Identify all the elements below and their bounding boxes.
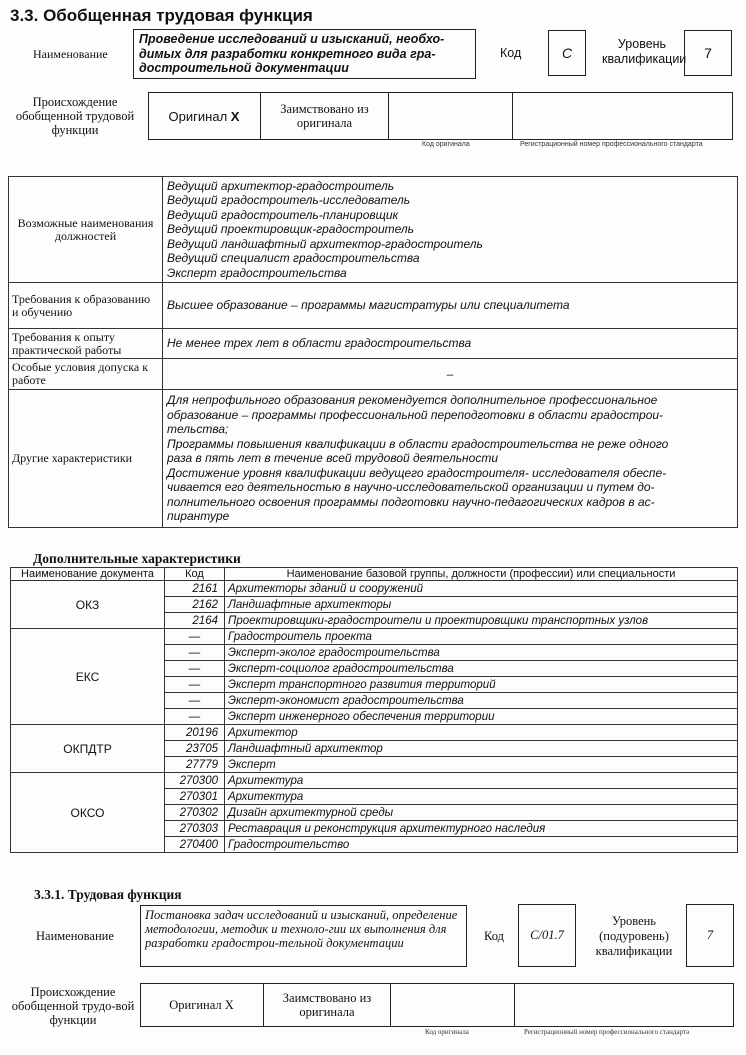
other-row [9, 390, 738, 528]
list-item: Ведущий проектировщик-градостроитель [167, 222, 414, 237]
original-mark: X [230, 108, 240, 124]
code-cell: 23705 [165, 741, 225, 757]
list-item: Ведущий архитектор-градостроитель [167, 178, 395, 193]
code-cell: 27779 [165, 757, 225, 773]
name-cell: Эксперт-экономист градостроительства [225, 693, 738, 709]
table-row [11, 773, 738, 789]
sub-level-label: Уровень (подуровень) квалификации [595, 914, 673, 958]
table-row [11, 725, 738, 741]
text-line: Для непрофильного образования рекомендуется дополнительное профессиональное [167, 393, 658, 408]
name-cell: Архитекторы зданий и сооружений [225, 581, 738, 597]
positions-label: Возможные наименования должностей [9, 177, 163, 283]
code-cell: 2161 [165, 581, 225, 597]
subsection-title: 3.3.1. Трудовая функция [34, 887, 182, 902]
doc-okso: ОКСО [11, 773, 165, 853]
name-cell: Эксперт инженерного обеспечения территории [225, 709, 738, 725]
sub-name-value: Постановка задач исследований и изысканий, определение методологии, методик и техноло-гии их выполнения для разработки градострои-тельной документации [140, 905, 467, 967]
code-cell: 270301 [165, 789, 225, 805]
text-line: Программы повышения квалификации в области градостроительства не реже одного [167, 436, 669, 451]
sub-level-value: 7 [686, 904, 734, 967]
level-value: 7 [684, 30, 732, 76]
conditions-value: – [163, 359, 738, 390]
sub-name-label: Наименование [36, 929, 114, 943]
text-line: тельства; [167, 422, 229, 437]
other-label: Другие характеристики [9, 390, 163, 528]
name-cell: Эксперт-социолог градостроительства [225, 661, 738, 677]
education-value: Высшее образование – программы магистратуры или специалитета [163, 283, 738, 329]
name-cell: Эксперт-эколог градостроительства [225, 645, 738, 661]
code-cell: 270303 [165, 821, 225, 837]
sub-original-mark: X [224, 997, 234, 1012]
code-cell: — [165, 677, 225, 693]
code-cell: 2162 [165, 597, 225, 613]
header-code: Код [165, 568, 225, 581]
sub-code-value: C/01.7 [518, 904, 576, 967]
code-value: C [548, 30, 586, 76]
experience-value: Не менее трех лет в области градостроительства [163, 329, 738, 359]
text-line: Достижение уровня квалификации ведущего градостроителя- исследователя обеспе- [167, 465, 667, 480]
code-cell: 20196 [165, 725, 225, 741]
code-cell: 270400 [165, 837, 225, 853]
origin-label: Происхождение обобщенной трудовой функции [15, 95, 135, 137]
list-item: Ведущий ландшафтный архитектор-градостроитель [167, 236, 483, 251]
positions-row [9, 177, 738, 283]
sub-origin-code-cell [391, 983, 515, 1027]
level-label: Уровень квалификации [602, 37, 687, 66]
additional-table [10, 567, 738, 853]
origin-code-caption: Код оригинала [422, 141, 470, 148]
code-cell: — [165, 709, 225, 725]
name-cell: Эксперт транспортного развития территорий [225, 677, 738, 693]
sub-borrowed-cell: Заимствовано из оригинала [264, 983, 391, 1027]
code-cell: — [165, 629, 225, 645]
text-line: образование – программы профессиональной переподготовки в области градострои- [167, 407, 664, 422]
text-line: раза в пять лет в течение всей трудовой деятельности [167, 451, 499, 466]
name-cell: Эксперт [225, 757, 738, 773]
name-cell: Градостроительство [225, 837, 738, 853]
experience-row [9, 329, 738, 359]
text-line: чивается его деятельностью в научно-исследовательской организации и путем до- [167, 480, 655, 495]
sub-origin-code-caption: Код оригинала [425, 1028, 469, 1036]
conditions-row [9, 359, 738, 390]
text-line: пирантуре [167, 509, 230, 524]
experience-label: Требования к опыту практической работы [9, 329, 163, 359]
name-cell: Проектировщики-градостроители и проектировщики транспортных узлов [225, 613, 738, 629]
other-value [163, 390, 738, 528]
additional-title: Дополнительные характеристики [33, 551, 241, 566]
name-cell: Ландшафтный архитектор [225, 741, 738, 757]
name-cell: Ландшафтные архитекторы [225, 597, 738, 613]
reg-number-caption: Регистрационный номер профессионального стандарта [520, 141, 703, 148]
origin-code-cell [389, 92, 513, 140]
section-title: 3.3. Обобщенная трудовая функция [10, 6, 313, 25]
code-cell: 2164 [165, 613, 225, 629]
doc-eks: ЕКС [11, 629, 165, 725]
list-item: Ведущий градостроитель-планировщик [167, 207, 399, 222]
code-cell: 270300 [165, 773, 225, 789]
name-cell: Архитектура [225, 789, 738, 805]
original-label: Оригинал [168, 108, 228, 124]
name-cell: Реставрация и реконструкция архитектурного наследия [225, 821, 738, 837]
original-cell [148, 92, 261, 140]
code-cell: — [165, 693, 225, 709]
header-name: Наименование базовой группы, должности (профессии) или специальности [225, 568, 738, 581]
list-item: Эксперт градостроительства [167, 265, 347, 280]
code-cell: 270302 [165, 805, 225, 821]
name-cell: Градостроитель проекта [225, 629, 738, 645]
name-cell: Дизайн архитектурной среды [225, 805, 738, 821]
sub-code-label: Код [484, 929, 504, 943]
sub-original-cell [140, 983, 264, 1027]
list-item: Ведущий градостроитель-исследователь [167, 193, 411, 208]
positions-list [163, 177, 738, 283]
details-table [8, 176, 738, 528]
sub-origin-label: Происхождение обобщенной трудо-вой функции [11, 985, 135, 1027]
code-cell: — [165, 645, 225, 661]
code-label: Код [500, 46, 522, 60]
table-row [11, 581, 738, 597]
sub-original-label: Оригинал [169, 997, 222, 1012]
name-value: Проведение исследований и изысканий, необхо-димых для разработки конкретного вида гра-достроительной документации [133, 29, 476, 79]
header-doc: Наименование документа [11, 568, 165, 581]
name-cell: Архитектор [225, 725, 738, 741]
sub-reg-number-caption: Регистрационный номер профессионального стандарта [524, 1028, 690, 1036]
education-label: Требования к образованию и обучению [9, 283, 163, 329]
text-line: полнительного освоения программы подготовки научно-педагогических кадров в ас- [167, 494, 655, 509]
conditions-label: Особые условия допуска к работе [9, 359, 163, 390]
name-label: Наименование [33, 47, 108, 61]
borrowed-cell: Заимствовано из оригинала [261, 92, 389, 140]
name-cell: Архитектура [225, 773, 738, 789]
doc-okpdtr: ОКПДТР [11, 725, 165, 773]
code-cell: — [165, 661, 225, 677]
list-item: Ведущий специалист градостроительства [167, 251, 420, 266]
education-row [9, 283, 738, 329]
doc-okz: ОКЗ [11, 581, 165, 629]
table-row [11, 629, 738, 645]
table-header [11, 568, 738, 581]
